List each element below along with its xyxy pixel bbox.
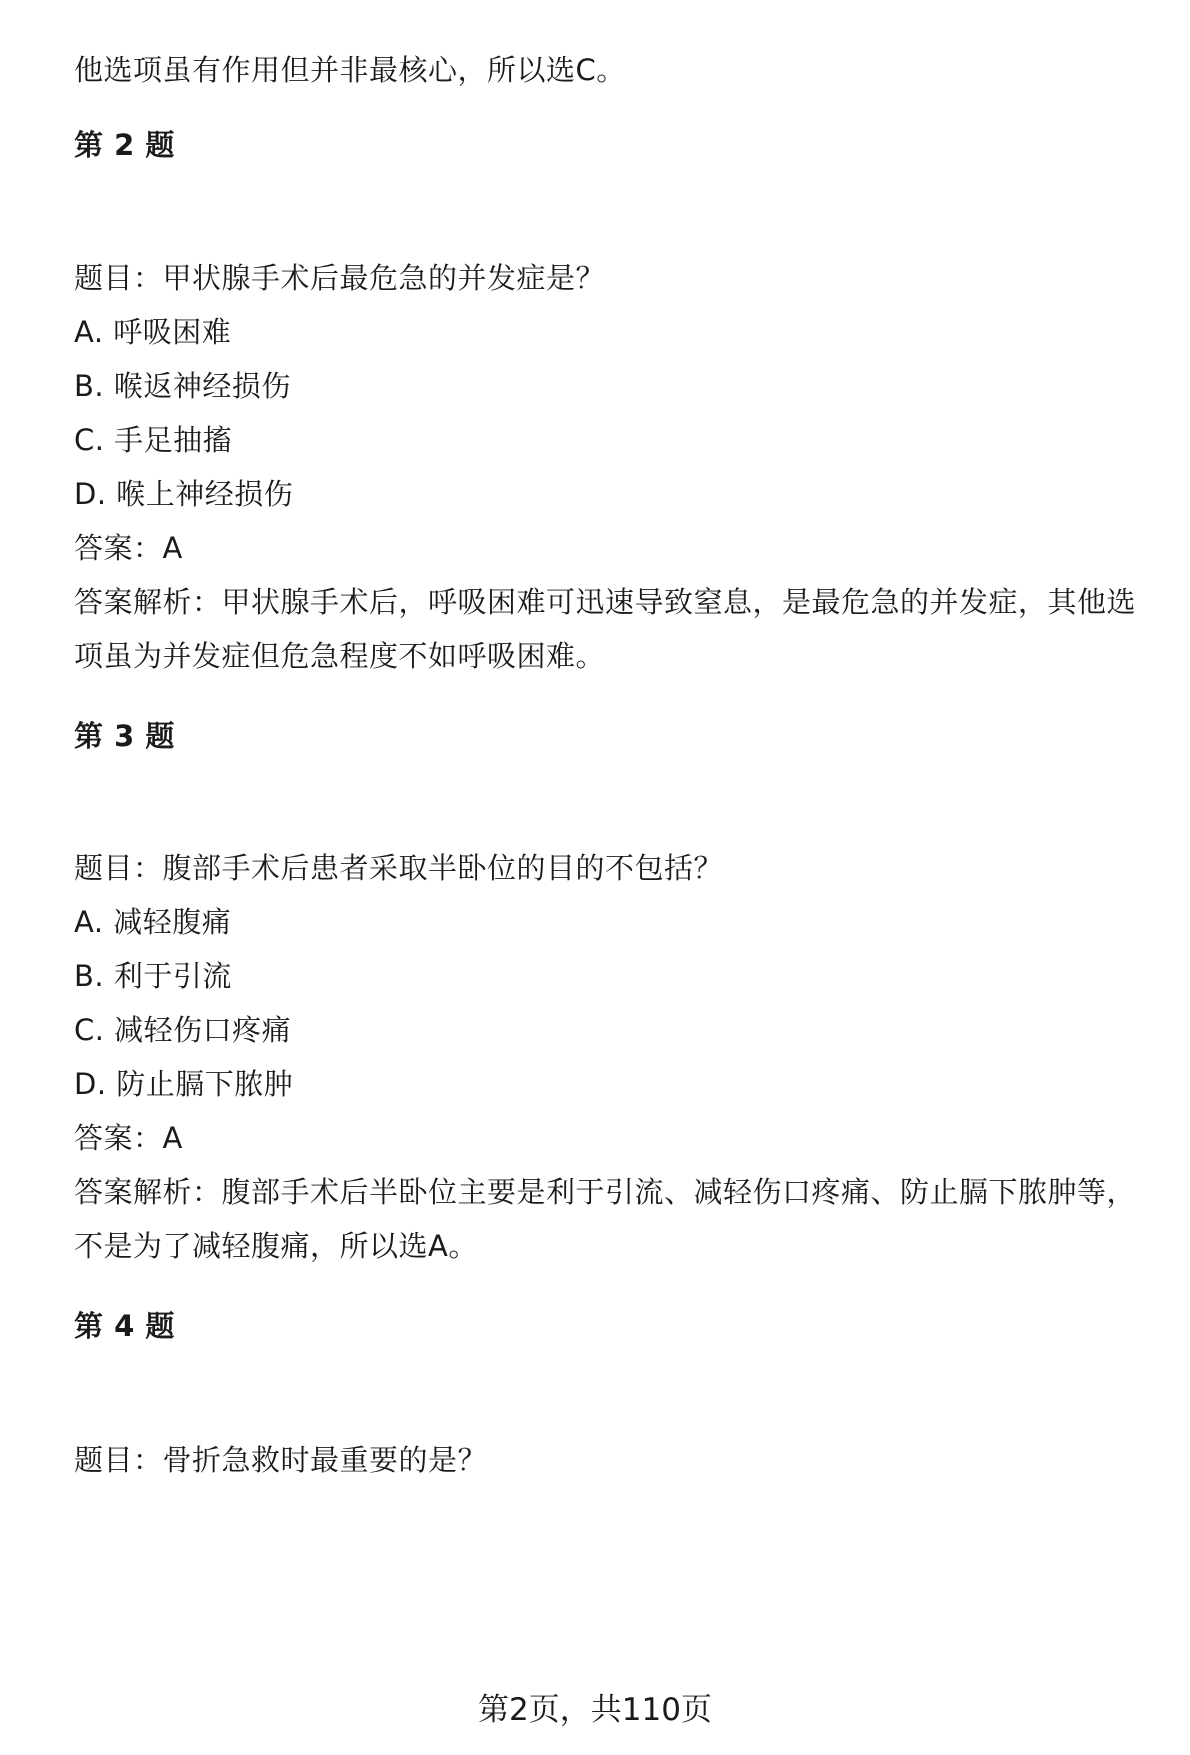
question-3-explanation-line-2: 不是为了减轻腹痛，所以选A。: [74, 1229, 478, 1263]
explanation-carryover: 他选项虽有作用但并非最核心，所以选C。: [74, 53, 626, 87]
question-2-prompt: 题目：甲状腺手术后最危急的并发症是？: [74, 261, 606, 295]
question-2-explanation-line-2: 项虽为并发症但危急程度不如呼吸困难。: [74, 639, 606, 673]
question-3-answer: 答案：A: [74, 1121, 183, 1155]
question-3-option-b: B. 利于引流: [74, 959, 232, 993]
question-2-heading: 第 2 题: [74, 128, 175, 162]
question-2-option-c: C. 手足抽搐: [74, 423, 233, 457]
question-4-prompt: 题目：骨折急救时最重要的是？: [74, 1443, 488, 1477]
page-number-footer: 第2页，共110页: [478, 1692, 712, 1728]
question-2-answer: 答案：A: [74, 531, 183, 565]
question-2-option-d: D. 喉上神经损伤: [74, 477, 294, 511]
question-2-option-a: A. 呼吸困难: [74, 315, 232, 349]
question-3-option-d: D. 防止膈下脓肿: [74, 1067, 294, 1101]
question-3-explanation-line-1: 答案解析：腹部手术后半卧位主要是利于引流、减轻伤口疼痛、防止膈下脓肿等，: [74, 1175, 1137, 1209]
question-2-option-b: B. 喉返神经损伤: [74, 369, 291, 403]
question-3-prompt: 题目：腹部手术后患者采取半卧位的目的不包括？: [74, 851, 724, 885]
question-3-option-a: A. 减轻腹痛: [74, 905, 232, 939]
question-4-heading: 第 4 题: [74, 1309, 175, 1343]
question-3-option-c: C. 减轻伤口疼痛: [74, 1013, 292, 1047]
question-2-explanation-line-1: 答案解析：甲状腺手术后，呼吸困难可迅速导致窒息，是最危急的并发症，其他选: [74, 585, 1137, 619]
question-3-heading: 第 3 题: [74, 719, 175, 753]
